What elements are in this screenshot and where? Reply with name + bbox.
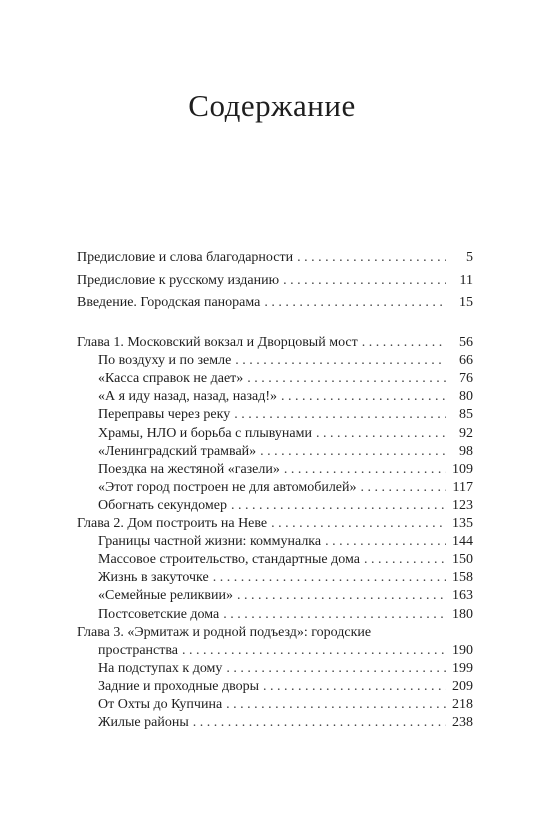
toc-subentry[interactable]: [77, 497, 473, 515]
toc-subentry-title: Жилые районы: [98, 715, 189, 731]
toc-subentry-title: Задние и проходные дворы: [98, 678, 260, 694]
leader-dots: [283, 270, 446, 293]
toc-subentry-page: 80: [459, 389, 473, 405]
toc-subentry-page: 158: [452, 570, 473, 586]
toc-subentry-title: Поездка на жестяной «газели»: [98, 461, 280, 477]
toc-subentry[interactable]: [77, 461, 473, 479]
toc-entry-title: Предисловие к русскому изданию: [77, 272, 280, 288]
toc-chapter-title-line2-row: [77, 642, 473, 660]
toc-chapter-title: Глава 2. Дом построить на Неве: [77, 516, 268, 532]
leader-dots: [213, 569, 446, 587]
leader-dots: [237, 587, 446, 605]
leader-dots: [281, 388, 446, 406]
leader-dots: [271, 515, 446, 533]
leader-dots: [226, 660, 446, 678]
leader-dots: [325, 533, 446, 551]
toc-entry[interactable]: [77, 292, 473, 315]
toc-subentry[interactable]: [77, 443, 473, 461]
toc-subentry[interactable]: [77, 714, 473, 732]
leader-dots: [226, 696, 446, 714]
toc-subentry-title: Переправы через реку: [98, 407, 231, 423]
toc-subentry[interactable]: [77, 660, 473, 678]
leader-dots: [223, 606, 446, 624]
toc-entry[interactable]: [77, 247, 473, 270]
toc-subentry-title: Обогнать секундомер: [98, 497, 227, 513]
leader-dots: [362, 334, 446, 352]
toc-subentry-title: «Семейные реликвии»: [98, 588, 233, 604]
toc-subentry-title: По воздуху и по земле: [98, 353, 232, 369]
toc-subentry-page: 218: [452, 696, 473, 712]
toc-subentry-page: 180: [452, 606, 473, 622]
toc-entry-page: 11: [459, 272, 473, 288]
toc-subentry-page: 98: [459, 443, 473, 459]
toc-subentry-page: 76: [459, 371, 473, 387]
toc-subentry-page: 209: [452, 678, 473, 694]
toc-subentry[interactable]: [77, 696, 473, 714]
leader-dots: [297, 247, 446, 270]
toc-chapter[interactable]: [77, 515, 473, 533]
toc-subentry-page: 238: [452, 715, 473, 731]
toc-subentry-title: Постсоветские дома: [98, 606, 220, 622]
leader-dots: [231, 497, 446, 515]
toc-subentry-title: «А я иду назад, назад, назад!»: [98, 389, 278, 405]
toc-subentry-title: Жизнь в закуточке: [98, 570, 209, 586]
section-gap: [77, 315, 473, 334]
toc-subentry-page: 163: [452, 588, 473, 604]
toc-entry[interactable]: [77, 270, 473, 293]
toc-subentry[interactable]: [77, 425, 473, 443]
toc-subentry[interactable]: [77, 352, 473, 370]
leader-dots: [316, 425, 446, 443]
toc-chapter-title: Глава 1. Московский вокзал и Дворцовый мост: [77, 335, 358, 351]
toc-subentry-title: «Касса справок не дает»: [98, 371, 244, 387]
toc-subentry[interactable]: [77, 370, 473, 388]
leader-dots: [361, 479, 446, 497]
toc-entry-page: 15: [459, 295, 473, 311]
leader-dots: [263, 678, 446, 696]
toc-subentry[interactable]: [77, 406, 473, 424]
toc-subentry-title: На подступах к дому: [98, 660, 223, 676]
toc-subentry-title: Храмы, НЛО и борьба с плывунами: [98, 425, 312, 441]
toc-subentry-page: 199: [452, 660, 473, 676]
leader-dots: [182, 642, 446, 660]
toc-subentry-title: От Охты до Купчина: [98, 696, 223, 712]
toc-subentry[interactable]: [77, 388, 473, 406]
toc-entry-title: Введение. Городская панорама: [77, 295, 261, 311]
toc-chapter-title-line2: пространства: [98, 642, 179, 658]
toc-subentry-page: 150: [452, 552, 473, 568]
toc-chapter-page: 56: [459, 335, 473, 351]
toc-chapter[interactable]: [77, 334, 473, 352]
toc-subentry[interactable]: [77, 551, 473, 569]
toc-subentry[interactable]: [77, 479, 473, 497]
leader-dots: [260, 443, 446, 461]
toc-subentry-page: 66: [459, 353, 473, 369]
toc-subentry-page: 123: [452, 497, 473, 513]
leader-dots: [247, 370, 446, 388]
toc-chapter-title-line1: Глава 3. «Эрмитаж и родной подъезд»: городские: [77, 624, 372, 640]
page-title: Содержание: [188, 88, 356, 123]
leader-dots: [264, 292, 446, 315]
toc-subentry[interactable]: [77, 678, 473, 696]
toc-subentry[interactable]: [77, 587, 473, 605]
toc-subentry-title: Массовое строительство, стандартные дома: [98, 552, 360, 568]
toc-subentry-page: 144: [452, 534, 473, 550]
toc-entry-title: Предисловие и слова благодарности: [77, 250, 294, 265]
table-of-contents: [77, 247, 473, 732]
toc-subentry-page: 92: [459, 425, 473, 441]
toc-subentry-title: «Этот город построен не для автомобилей»: [98, 479, 357, 495]
toc-subentry-page: 117: [452, 479, 473, 495]
leader-dots: [364, 551, 446, 569]
toc-subentry-title: Границы частной жизни: коммуналка: [98, 534, 322, 550]
leader-dots: [284, 461, 446, 479]
leader-dots: [193, 714, 446, 732]
leader-dots: [235, 352, 446, 370]
toc-entry-page: 5: [466, 250, 473, 265]
toc-subentry[interactable]: [77, 533, 473, 551]
toc-chapter[interactable]: [77, 624, 473, 660]
toc-subentry-title: «Ленинградский трамвай»: [98, 443, 257, 459]
toc-subentry-page: 109: [452, 461, 473, 477]
toc-chapter-page: 190: [452, 642, 473, 658]
toc-chapter-page: 135: [452, 516, 473, 532]
toc-subentry[interactable]: [77, 606, 473, 624]
toc-subentry-page: 85: [459, 407, 473, 423]
leader-dots: [234, 406, 446, 424]
toc-subentry[interactable]: [77, 569, 473, 587]
